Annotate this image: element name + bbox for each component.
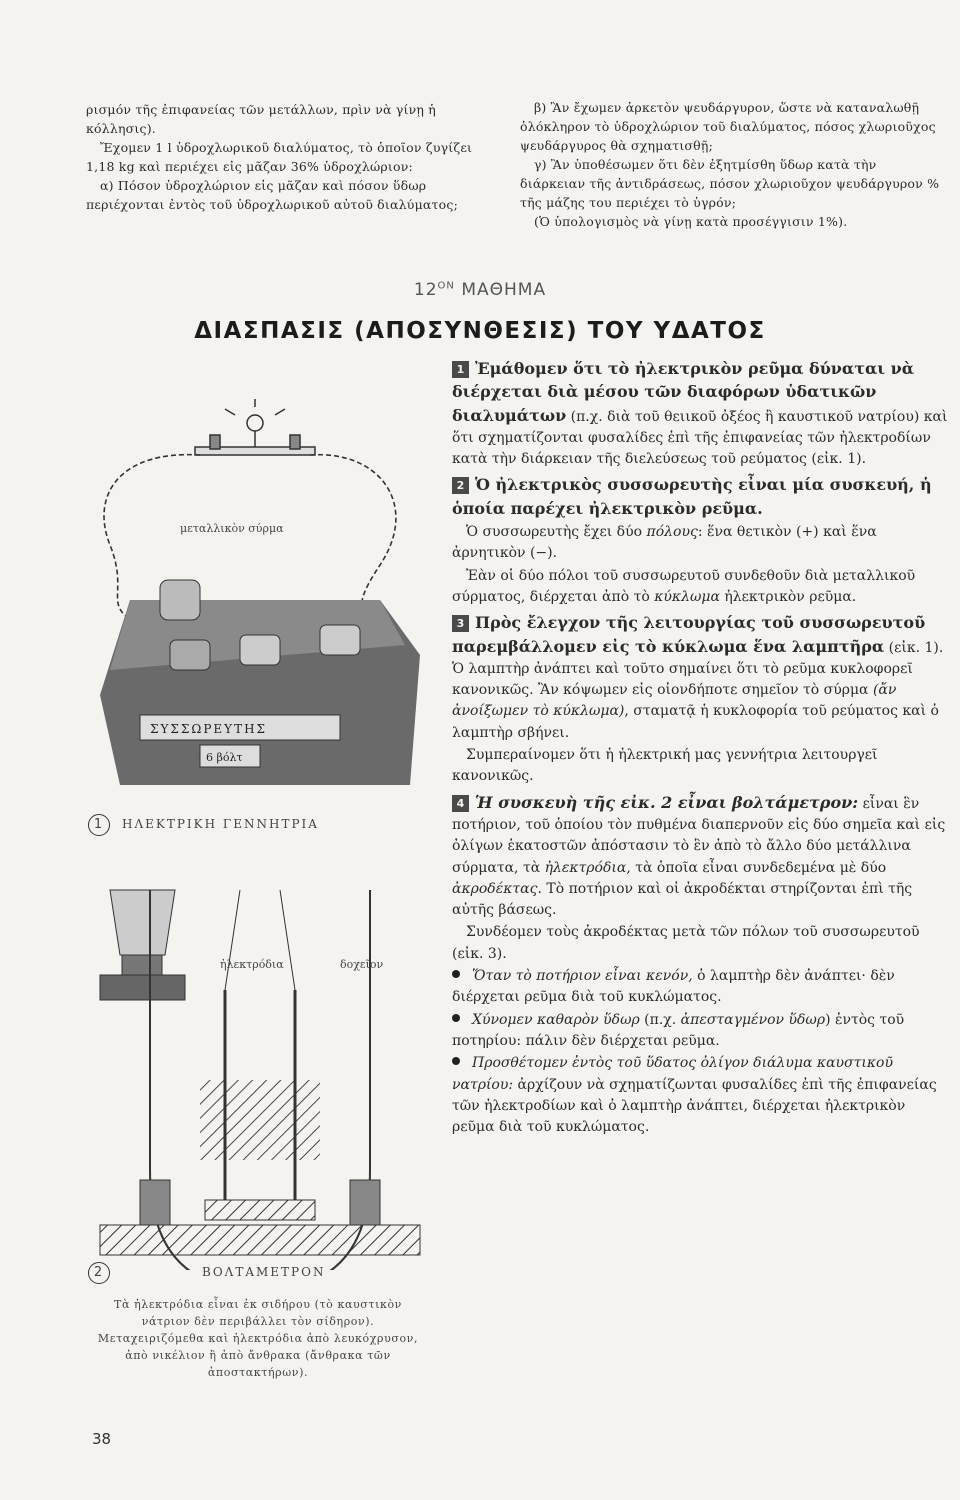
text: (εἰκ. 1). Ὁ λαμπτὴρ ἀνάπτει καὶ τοῦτο σημαίνει ὅτι τὸ ρεῦμα κυκλοφορεῖ κανονικῶς. Ἂν κόψωμεν εἰς οἱονδήποτε σημεῖον τὸ σύρμα	[452, 639, 944, 699]
lesson-body	[452, 358, 950, 1139]
text: ἀρχίζουν νὰ σχηματίζωνται φυσαλίδες ἐπὶ τῆς ἐπιφανείας τῶν ἠλεκτροδίων καὶ ὁ λαμπτὴρ ἀνάπτει, διέρχεται ἠλεκτρικὸν ρεῦμα διὰ τοῦ κυκλώματος.	[452, 1076, 937, 1136]
section-4	[452, 792, 950, 922]
exercise-line: α) Πόσον ὑδροχλώριον εἰς μᾶζαν καὶ πόσον ὕδωρ περιέχονται ἐντὸς τοῦ ὑδροχλωρικοῦ αὐτοῦ διαλύματος;	[86, 178, 458, 212]
wire-label: μεταλλικὸν σύρμα	[180, 522, 284, 535]
text: . Τὸ ποτήριον καὶ οἱ ἀκροδέκται στηρίζονται ἐπὶ τῆς αὐτῆς βάσεως.	[452, 880, 913, 919]
section-number: 1	[452, 361, 469, 378]
lamp-icon	[100, 890, 185, 1000]
battery-box	[100, 580, 420, 785]
figure-2-heading	[88, 1262, 325, 1284]
figure-number: 2	[88, 1262, 110, 1284]
section-lead: Πρὸς ἔλεγχον τῆς λειτουργίας τοῦ συσσωρευτοῦ παρεμβάλλομεν εἰς τὸ κύκλωμα ἕνα λαμπτῆρα	[452, 613, 926, 656]
exercise-line: ρισμόν τῆς ἐπιφανείας τῶν μετάλλων, πρὶν νὰ γίνῃ ἡ κόλλησις).	[86, 102, 436, 136]
bullet-icon	[452, 1014, 460, 1022]
page-number: 38	[92, 1430, 112, 1448]
section-number: 4	[452, 795, 469, 812]
figure-1-battery-illustration	[80, 395, 450, 825]
bullet-icon	[452, 970, 460, 978]
voltage-label: 6 βόλτ	[206, 751, 243, 764]
exercise-line: β) Ἂν ἔχωμεν ἀρκετὸν ψευδάργυρον, ὥστε νὰ καταναλωθῇ ὁλόκληρον τὸ ὑδροχλώριον τοῦ διαλύματος, πόσος χλωριοῦχος ψευδάργυρος θὰ σχηματισθῇ;	[520, 100, 936, 153]
exercise-left	[86, 100, 486, 214]
text: Χύνομεν καθαρὸν ὕδωρ	[472, 1011, 640, 1028]
exercise-line: (Ὁ ὑπολογισμὸς νὰ γίνῃ κατὰ προσέγγισιν 1%).	[534, 214, 848, 229]
bullet-item	[452, 1010, 950, 1053]
section-number: 3	[452, 615, 469, 632]
text: ἠλεκτρικὸν ρεῦμα.	[719, 588, 857, 605]
lesson-heading	[0, 280, 960, 300]
exercise-line: γ) Ἂν ὑποθέσωμεν ὅτι δὲν ἐξητμίσθη ὕδωρ κατὰ τὴν διάρκειαν τῆς ἀντιδράσεως, πόσον χλωριοῦχον ψευδάργυρον % τῆς μάζης του περιέχει τὸ ὑγρόν;	[520, 157, 940, 210]
section-text: (π.χ. διὰ τοῦ θειικοῦ ὀξέος ἢ καυστικοῦ νατρίου) καὶ ὅτι σχηματίζονται φυσαλίδες ἐπὶ τῆς ἐπιφανείας τῶν ἠλεκτροδίων κατὰ τὴν διάρκειαν τῆς διελεύσεως τοῦ ρεύματος (εἰκ. 1).	[452, 408, 948, 468]
bullet-item	[452, 1053, 950, 1138]
text: ἀκροδέκτας	[452, 880, 538, 897]
section-2	[452, 474, 950, 521]
text: Προσθέτομεν ἐντὸς τοῦ ὕδατος ὀλίγον διάλυμα καυστικοῦ νατρίου:	[452, 1055, 893, 1093]
text: (ἄν ἀνοίξωμεν τὸ κύκλωμα)	[452, 682, 897, 720]
lesson-sup: ON	[437, 280, 455, 292]
paragraph	[452, 566, 950, 609]
figure-1-title: ΗΛΕΚΤΡΙΚΗ ΓΕΝΝΗΤΡΙΑ	[122, 817, 319, 831]
exercise-line: Ἔχομεν 1 l ὑδροχλωρικοῦ διαλύματος, τὸ ὁποῖον ζυγίζει 1,18 kg καὶ περιέχει εἰς μᾶζαν 36% ὑδροχλώριον:	[86, 140, 473, 174]
paragraph	[452, 522, 950, 565]
bullet-item	[452, 966, 950, 1009]
text: εἶναι ἓν ποτήριον, τοῦ ὁποίου τὸν πυθμένα διαπερνοῦν εἰς δύο σημεῖα καὶ εἰς ὀλίγων ἑκατοστῶν ἀπόστασιν τὸ ἓν ἀπὸ τὸ ἄλλο δύο μετάλλινα σύρματα, τὰ	[452, 795, 946, 876]
section-lead: Ἡ συσκευὴ τῆς εἰκ. 2 εἶναι βολτάμετρον:	[475, 792, 859, 812]
section-lead: Ἐμάθομεν ὅτι τὸ ἠλεκτρικὸν ρεῦμα δύναται νὰ διέρχεται διὰ μέσου τῶν διαφόρων ὑδατικῶν διαλυμάτων	[452, 359, 915, 425]
bullet-icon	[452, 1057, 460, 1065]
text: πόλους	[646, 524, 698, 541]
figure-2-caption: Τὰ ἠλεκτρόδια εἶναι ἐκ σιδήρου (τὸ καυστικὸν νάτριον δὲν περιβάλλει τὸν σίδηρον). Μεταχειριζόμεθα καὶ ἠλεκτρόδια ἀπὸ λευκόχρυσον, ἀπὸ νικέλιον ἢ ἀπὸ ἄνθρακα (ἄνθρακα τῶν ἀποστακτήρων).	[97, 1298, 419, 1379]
text: ἠλεκτρόδια	[544, 859, 627, 876]
wire-coil	[310, 455, 396, 625]
section-lead: Ὁ ἠλεκτρικὸς συσσωρευτὴς εἶναι μία συσκευή, ἡ ὁποία παρέχει ἠλεκτρικὸν ρεῦμα.	[452, 475, 932, 518]
text: , τὰ ὁποῖα εἶναι συνδεδεμένα μὲ δύο	[626, 859, 887, 876]
figure-2-voltameter-illustration	[80, 870, 440, 1270]
paragraph: Συνδέομεν τοὺς ἀκροδέκτας μετὰ τῶν πόλων τοῦ συσσωρευτοῦ (εἰκ. 3).	[452, 924, 920, 962]
paragraph: Συμπεραίνομεν ὅτι ἡ ἠλεκτρική μας γεννήτρια λειτουργεῖ κανονικῶς.	[452, 747, 878, 785]
text: (π.χ.	[639, 1011, 681, 1028]
section-number: 2	[452, 477, 469, 494]
text: ὁ λαμπτὴρ δὲν ἀνάπτει· δὲν διέρχεται ρεῦμα διὰ τοῦ κυκλώματος.	[452, 968, 895, 1006]
text: : ἕνα θετικὸν (+) καὶ ἕνα ἀρνητικὸν (−).	[452, 524, 877, 562]
text: ἀπεσταγμένον ὕδωρ	[680, 1011, 826, 1028]
text: , σταματᾷ ἡ κυκλοφορία τοῦ ρεύματος καὶ ὁ λαμπτὴρ σβήνει.	[452, 703, 939, 741]
lesson-number: 12	[413, 280, 438, 300]
page-title: ΔΙΑΣΠΑΣΙΣ (ΑΠΟΣΥΝΘΕΣΙΣ) ΤΟΥ ΥΔΑΤΟΣ	[194, 318, 766, 344]
figure-number: 1	[88, 814, 110, 836]
battery-plate-label: ΣΥΣΣΩΡΕΥΤΗΣ	[150, 722, 268, 736]
section-1	[452, 358, 950, 470]
electrode-label: ἠλεκτρόδια	[220, 958, 284, 971]
vessel-label: δοχεῖον	[340, 958, 384, 971]
lesson-label: ΜΑΘΗΜΑ	[461, 280, 547, 300]
figure-1-caption	[88, 814, 319, 836]
text: κύκλωμα	[654, 588, 720, 605]
figure-2-title: ΒΟΛΤΑΜΕΤΡΟΝ	[202, 1265, 326, 1279]
text: Ὁ συσσωρευτὴς ἔχει δύο	[466, 524, 647, 541]
text: ) ἐντὸς τοῦ ποτηρίου: πάλιν δὲν διέρχεται ρεῦμα.	[452, 1011, 905, 1049]
lamp-icon	[195, 399, 315, 455]
section-3	[452, 612, 950, 744]
text: Ἐὰν οἱ δύο πόλοι τοῦ συσσωρευτοῦ συνδεθοῦν διὰ μεταλλικοῦ σύρματος, διέρχεται ἀπὸ τὸ	[452, 567, 916, 605]
text: Ὅταν τὸ ποτήριον εἶναι κενόν,	[472, 968, 693, 985]
exercise-right	[520, 98, 945, 231]
